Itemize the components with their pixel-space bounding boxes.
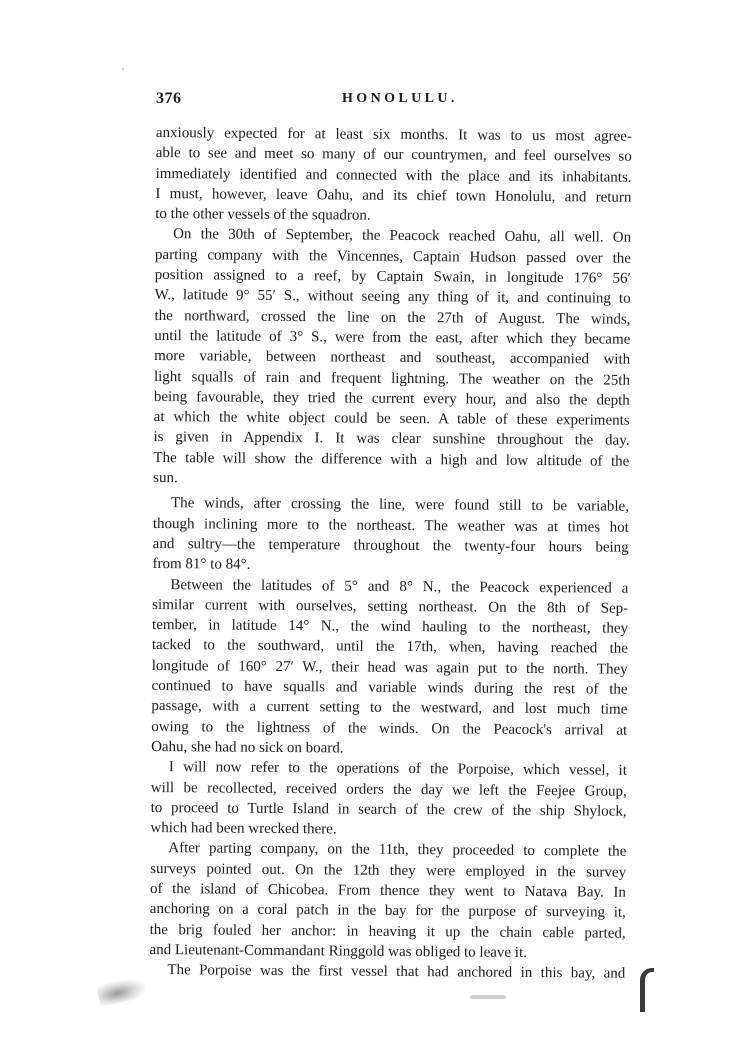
text-line: I must, however, leave Oahu, and its chief town Honolulu, and return	[155, 185, 632, 206]
text-line: surveys pointed out. On the 12th they were employed in the survey	[150, 860, 627, 881]
text-line: from 81° to 84°.	[152, 556, 251, 573]
text-line: Oahu, she had no sick on board.	[151, 738, 344, 757]
text-line: at which the white object could be seen. A table of these experiments	[153, 409, 630, 429]
text-line: longitude of 160° 27′ W., their head was again put to the north. They	[151, 657, 628, 678]
text-line: parting company with the Vincennes, Captain Hudson passed over the	[154, 246, 632, 267]
scan-mark	[470, 995, 506, 999]
text-line: The winds, after crossing the line, were found still to be variable,	[170, 495, 630, 516]
paragraph	[155, 123, 632, 228]
text-line: more variable, between northeast and southeast, accompanied with	[154, 348, 631, 368]
page-edge-mark	[640, 968, 654, 1012]
page-number: 376	[156, 90, 182, 107]
text-line: able to see and meet so many of our countrymen, and feel ourselves so	[155, 145, 632, 166]
text-line: passage, with a current setting to the westward, and lost much time	[151, 698, 628, 719]
text-line: position assigned to a reef, by Captain Swain, in longitude 176° 56′	[154, 267, 631, 287]
running-head: HONOLULU.	[342, 91, 458, 106]
text-line: which had been wrecked there.	[150, 820, 337, 838]
text-line: the northward, crossed the line on the 27th of August. The winds,	[154, 307, 631, 328]
text-line: sun.	[153, 470, 178, 487]
text-line: to the other vessels of the squadron.	[155, 206, 371, 224]
text-line: will be recollected, received orders the day we left the Feejee Group,	[150, 779, 627, 800]
text-line: the brig fouled her anchor: in heaving it up the chain cable parted,	[149, 921, 626, 942]
body-text	[149, 123, 632, 984]
text-line: anchoring on a coral patch in the bay for the purpose of surveying it,	[149, 901, 626, 921]
paragraph	[149, 838, 626, 964]
page-header	[156, 90, 634, 114]
text-line: The table will show the difference with a high and low altitude of the	[153, 449, 630, 470]
paragraph	[149, 960, 625, 984]
text-line: continued to have squalls and variable winds during the rest of the	[151, 677, 628, 698]
scan-smudge	[96, 975, 148, 1006]
paper-speck	[122, 68, 124, 70]
text-line: light squalls of rain and frequent lightning. The weather on the 25th	[153, 368, 631, 389]
text-line: similar current with ourselves, setting northeast. On the 8th of Sep-	[152, 596, 629, 617]
text-line: owing to the lightness of the winds. On the Peacock's arrival at	[151, 718, 628, 739]
text-line: After parting company, on the 11th, they proceeded to complete the	[168, 840, 627, 861]
text-line: immediately identified and connected with the place and its inhabitants.	[155, 165, 632, 186]
text-line: and sultry—the temperature throughout the twenty-four hours being	[152, 535, 629, 556]
text-line: anxiously expected for at least six months. It was to us most agree-	[155, 124, 632, 145]
text-line: and Lieutenant-Commandant Ringgold was obliged to leave it.	[149, 941, 527, 961]
text-line: On the 30th of September, the Peacock reached Oahu, all well. On	[173, 226, 632, 247]
text-line: is given in Appendix I. It was clear sunshine throughout the day.	[153, 429, 630, 450]
text-line: until the latitude of 3° S., were from the east, after which they became	[154, 327, 631, 348]
paragraph	[153, 224, 631, 492]
paragraph	[150, 757, 627, 842]
text-line: I will now refer to the operations of the Porpoise, which vessel, it	[168, 759, 627, 779]
paragraph	[152, 493, 629, 578]
paragraph	[151, 575, 628, 761]
text-line: The Porpoise was the first vessel that had anchored in this bay, and	[167, 962, 626, 982]
text-line: to proceed to Turtle Island in search of the crew of the ship Shylock,	[150, 799, 627, 820]
text-line: of the island of Chicobea. From thence they went to Natava Bay. In	[149, 880, 627, 901]
text-line: Between the latitudes of 5° and 8° N., the Peacock experienced a	[170, 576, 629, 597]
text-line: W., latitude 9° 55′ S., without seeing any thing of it, and continuing to	[154, 287, 631, 308]
text-line: tember, in latitude 14° N., the wind hauling to the northeast, they	[151, 617, 629, 637]
text-line: though inclining more to the northeast. The weather was at times hot	[152, 515, 629, 536]
text-line: tacked to the southward, until the 17th, when, having reached the	[151, 637, 628, 658]
text-line: being favourable, they tried the current every hour, and also the depth	[153, 388, 630, 409]
